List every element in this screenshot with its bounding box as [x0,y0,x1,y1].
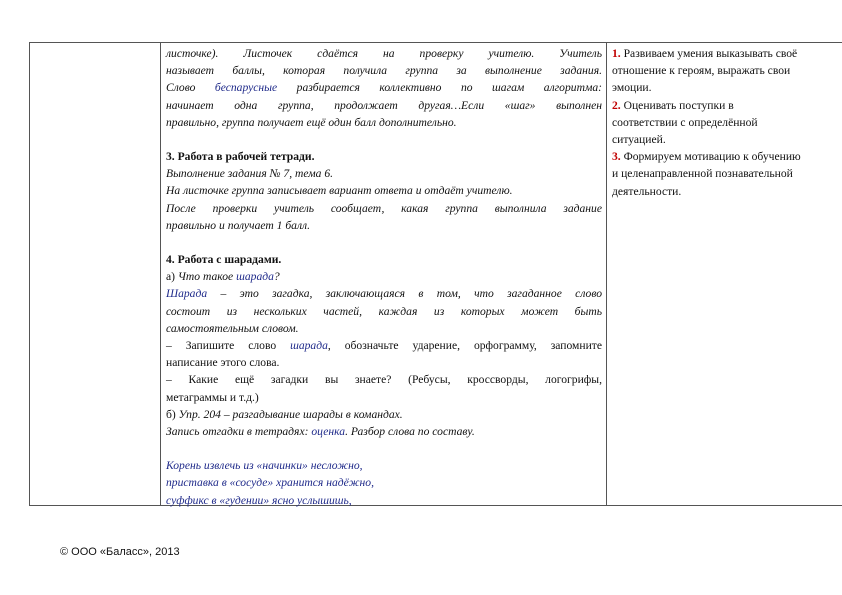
text-line: – Какие ещё загадки вы знаете? (Ребусы, кроссворды, логогрифы, [166,373,602,387]
goal-number: 1. [612,47,621,60]
table-border-left [29,43,30,505]
goal-number: 3. [612,150,621,164]
copyright-footer: © ООО «Баласс», 2013 [60,546,180,558]
poem-line: Корень извлечь из «начинки» несложно, [166,459,363,473]
goal-number: 2. [612,98,621,112]
poem-line: суффикс в «гудении» ясно услышишь, [166,493,352,507]
text-line: Выполнение задания № 7, тема 6. [166,167,334,181]
highlight-word: Шарада [166,287,208,301]
table-divider-2 [606,43,607,505]
text-line: – Запишите слово шарада, обозначьте ударение, орфограмму, запомните [166,339,602,353]
goals-column [612,45,840,200]
lesson-table [29,42,842,506]
text-line: написание этого слова. [166,356,280,370]
text-line: Слово беспарусные разбирается коллективно по шагам алгоритма: [166,81,602,95]
poem-line: приставка в «сосуде» хранится надёжно, [166,476,375,490]
highlight-word: оценка [311,425,346,439]
goal-item: 2. Оценивать поступки в соответствии с определённой ситуацией. [612,98,758,147]
goal-item: 3. Формируем мотивацию к обучению и целенаправленной познавательной деятельности. [612,150,801,198]
text-line: На листочке группа записывает вариант ответа и отдаёт учителю. [166,184,513,198]
text-line: называет баллы, которая получила группа за выполнение задания. [166,64,602,78]
text-line: правильно и получает 1 балл. [166,218,310,232]
text-line: а) Что такое шарада? [166,270,280,284]
text-line: начинает одна группа, продолжает другая…Если «шаг» выполнен [166,98,602,112]
activity-column [166,45,602,509]
highlight-word: беспарусные [214,81,278,95]
text-line: б) Упр. 204 – разгадывание шарады в командах. [166,407,403,421]
highlight-word: шарада [290,339,328,353]
text-line: самостоятельным словом. [166,321,299,335]
section-heading: 4. Работа с шарадами. [166,253,282,267]
text-line: Запись отгадки в тетрадях: оценка. Разбор слова по составу. [166,425,475,439]
goal-item: 1. Развиваем умения выказывать своё отношение к героям, выражать свои эмоции. [612,47,798,95]
text-line: листочке). Листочек сдаётся на проверку учителю. Учитель [166,47,602,60]
section-heading: 3. Работа в рабочей тетради. [166,150,315,164]
text-line: метаграммы и т.д.) [166,390,259,404]
text-line: После проверки учитель сообщает, какая группа выполнила задание [166,201,602,215]
highlight-word: шарада [236,270,274,284]
text-line: состоит из нескольких частей, каждая из которых может быть [166,304,602,318]
text-line: правильно, группа получает ещё один балл дополнительно. [166,115,457,129]
table-divider-1 [160,43,161,505]
text-line: Шарада – это загадка, заключающаяся в том, что загаданное слово [166,287,602,301]
